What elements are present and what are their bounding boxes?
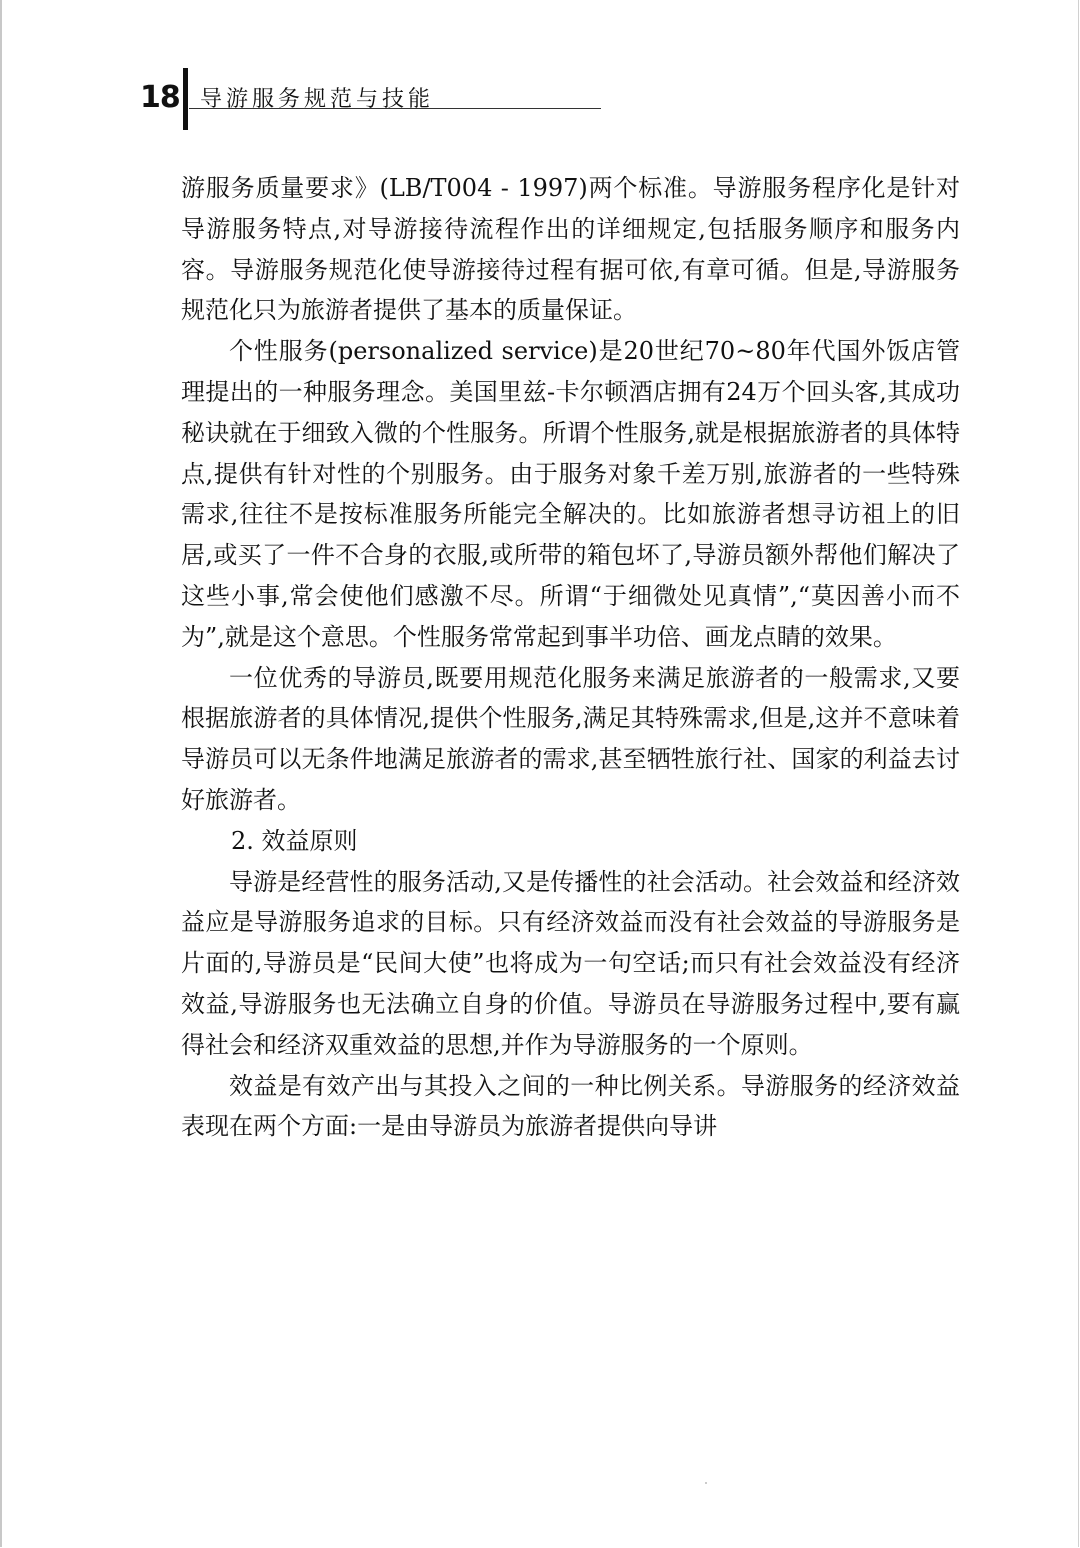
section-heading: 2. 效益原则: [231, 826, 358, 855]
scan-artifact: [705, 1482, 707, 1484]
paragraph-continued: 游服务质量要求》(LB/T004 - 1997)两个标准。导游服务程序化是针对导游服务特点,对导游接待流程作出的详细规定,包括服务顺序和服务内容。导游服务规范化使导游接待过程有据可依,有章可循。但是,导游服务规范化只为旅游者提供了基本的质量保证。: [181, 174, 960, 325]
paragraph-benefit-definition: 效益是有效产出与其投入之间的一种比例关系。导游服务的经济效益表现在两个方面:一是由导游员为旅游者提供向导讲: [181, 1071, 960, 1141]
running-header: [0, 62, 1080, 132]
paragraph-excellent-guide: 一位优秀的导游员,既要用规范化服务来满足旅游者的一般需求,又要根据旅游者的具体情况,提供个性服务,满足其特殊需求,但是,这并不意味着导游员可以无条件地满足旅游者的需求,甚至牺牲旅行社、国家的利益去讨好旅游者。: [181, 663, 960, 814]
body-text: [181, 168, 960, 1147]
page-number: 18: [140, 80, 180, 115]
paragraph-personalized-service: 个性服务(personalized service)是20世纪70~80年代国外饭店管理提出的一种服务理念。美国里兹-卡尔顿酒店拥有24万个回头客,其成功秘诀就在于细致入微的个性服务。所谓个性服务,就是根据旅游者的具体特点,提供有针对性的个别服务。由于服务对象千差万别,旅游者的一些特殊需求,往往不是按标准服务所能完全解决的。比如旅游者想寻访祖上的旧居,或买了一件不合身的衣服,或所带的箱包坏了,导游员额外帮他们解决了这些小事,常会使他们感激不尽。所谓“于细微处见真情”,“莫因善小而不为”,就是这个意思。个性服务常常起到事半功倍、画龙点睛的效果。: [181, 337, 960, 651]
header-rule: [189, 108, 601, 109]
book-title: 导游服务规范与技能: [200, 87, 435, 112]
paragraph-benefit-principle: 导游是经营性的服务活动,又是传播性的社会活动。社会效益和经济效益应是导游服务追求的目标。只有经济效益而没有社会效益的导游服务是片面的,导游员是“民间大使”也将成为一句空话;而只有社会效益没有经济效益,导游服务也无法确立自身的价值。导游员在导游服务过程中,要有赢得社会和经济双重效益的思想,并作为导游服务的一个原则。: [181, 867, 960, 1059]
header-divider-bar: [183, 68, 188, 130]
